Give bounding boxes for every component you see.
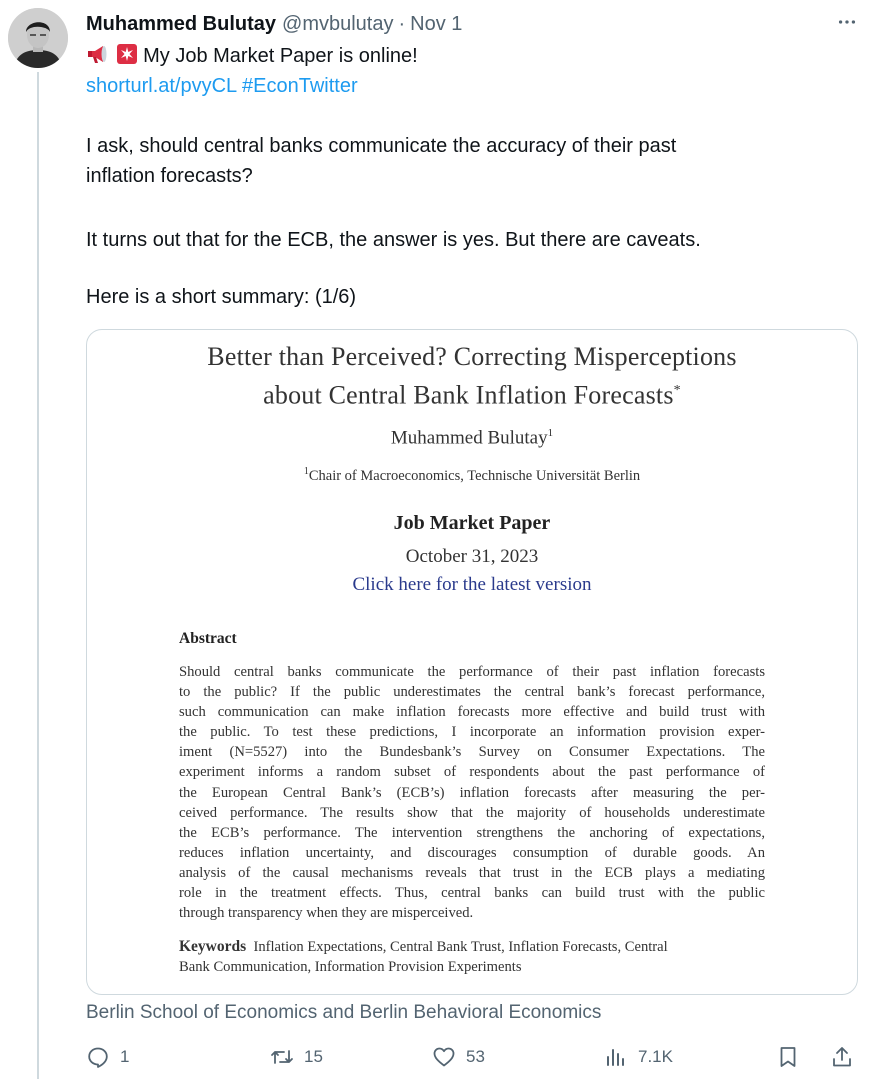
- tweet-header: [86, 10, 462, 38]
- thread-line: [37, 72, 39, 1079]
- paper-affiliation: [87, 466, 857, 485]
- views-count: 7.1K: [638, 1047, 673, 1066]
- hashtag-econtwitter[interactable]: #EconTwitter: [242, 75, 358, 97]
- bookmark-button[interactable]: [776, 1042, 800, 1072]
- like-count: 53: [466, 1047, 485, 1066]
- paper-title-line-2: [87, 374, 857, 413]
- share-icon: [830, 1045, 854, 1069]
- paper-author: [87, 427, 857, 449]
- paper-affiliation-text: Chair of Macroeconomics, Technische Universität Berlin: [308, 467, 641, 484]
- retweet-button[interactable]: [270, 1042, 323, 1072]
- reply-count: 1: [120, 1047, 130, 1066]
- avatar-photo-icon: [8, 8, 68, 68]
- paper-image: [87, 330, 857, 994]
- abstract-line: iment (N=5527) into the Bundesbank’s Survey on Consumer Expectations. The: [179, 744, 765, 761]
- paper-keywords: [179, 937, 767, 977]
- tweet-paragraph-3: Here is a short summary: (1/6): [86, 286, 357, 308]
- tweet-line-links: [86, 72, 358, 100]
- paper-title-line-2-text: about Central Bank Inflation Forecasts: [263, 380, 674, 410]
- retweet-icon: [270, 1045, 294, 1069]
- author-handle[interactable]: @mvbulutay: [282, 12, 394, 35]
- abstract-line: Should central banks communicate the performance of their past inflation forecasts: [179, 664, 765, 680]
- tweet-paragraph-1-line-1: I ask, should central banks communicate the accuracy of their past: [86, 135, 677, 157]
- tweet-date[interactable]: Nov 1: [410, 12, 463, 35]
- paper-affiliation-mark: 1: [303, 466, 309, 477]
- abstract-line: through transparency when they are misperceived.: [179, 905, 474, 922]
- rotating-light-icon: [116, 43, 138, 73]
- abstract-line: the public. To test these predictions, I incorporate an information provision exper-: [179, 724, 765, 741]
- keywords-line-2: Bank Communication, Information Provision Experiments: [179, 959, 522, 976]
- reply-icon: [86, 1045, 110, 1069]
- abstract-line: reduces inflation uncertainty, and discourages consumption of durable goods. An: [179, 844, 765, 861]
- loudspeaker-icon: [86, 43, 110, 73]
- keywords-line-1: [179, 937, 767, 957]
- abstract-line: such communication can make inflation forecasts more effective and build trust with: [179, 704, 765, 721]
- tweet-actions: [86, 1042, 866, 1072]
- separator-dot: ·: [398, 12, 406, 35]
- paper-author-name: Muhammed Bulutay: [390, 427, 548, 449]
- abstract-line: to the public? If the public underestimates the central bank’s forecast performance,: [179, 684, 765, 701]
- abstract-line: role in the treatment effects. Thus, central banks can build trust with the public: [179, 885, 765, 902]
- like-button[interactable]: [432, 1042, 485, 1072]
- more-horizontal-icon: [836, 11, 858, 33]
- abstract-line: analysis of the causal mechanisms reveals that trust in the ECB plays a mediating: [179, 864, 765, 881]
- tweet-paragraph-1-line-2: inflation forecasts?: [86, 165, 253, 187]
- tweet-line-1: [86, 42, 418, 73]
- keywords-line-1-text: Inflation Expectations, Central Bank Trust, Inflation Forecasts, Central: [253, 939, 668, 955]
- keywords-heading: Keywords: [179, 938, 247, 955]
- more-options-button[interactable]: [830, 8, 864, 36]
- media-card[interactable]: [86, 329, 858, 995]
- paper-short-link[interactable]: shorturl.at/pvyCL: [86, 75, 237, 97]
- paper-title-footnote-mark: *: [673, 383, 681, 398]
- paper-abstract: [179, 662, 765, 923]
- share-button[interactable]: [830, 1042, 854, 1072]
- paper-title-line-1: Better than Perceived? Correcting Misperceptions: [207, 342, 737, 371]
- bookmark-icon: [776, 1045, 800, 1069]
- author-name[interactable]: Muhammed Bulutay: [86, 12, 277, 35]
- reply-button[interactable]: [86, 1042, 129, 1072]
- views-button[interactable]: [604, 1042, 673, 1072]
- paper-abstract-heading: Abstract: [179, 630, 237, 647]
- paper-author-mark: 1: [547, 427, 554, 439]
- paper-jmp-label: Job Market Paper: [393, 512, 551, 534]
- heart-icon: [432, 1045, 456, 1069]
- avatar[interactable]: [8, 8, 68, 68]
- tweet-paragraph-2: It turns out that for the ECB, the answer is yes. But there are caveats.: [86, 229, 701, 251]
- abstract-line: experiment informs a random subset of respondents about the past performance of: [179, 764, 765, 781]
- abstract-line: ceived performance. The results show that the majority of households underestimate: [179, 804, 765, 821]
- abstract-line: the ECB’s performance. The intervention strengthens the anchoring of expectations,: [179, 824, 765, 841]
- abstract-line: the European Central Bank’s (ECB’s) inflation forecasts after measuring the per-: [179, 784, 765, 801]
- paper-date: October 31, 2023: [405, 546, 539, 567]
- retweet-count: 15: [304, 1047, 323, 1066]
- views-chart-icon: [604, 1045, 628, 1069]
- media-source-label[interactable]: Berlin School of Economics and Berlin Behavioral Economics: [86, 1002, 602, 1023]
- paper-version-link: Click here for the latest version: [352, 574, 592, 595]
- tweet-headline: My Job Market Paper is online!: [143, 45, 418, 67]
